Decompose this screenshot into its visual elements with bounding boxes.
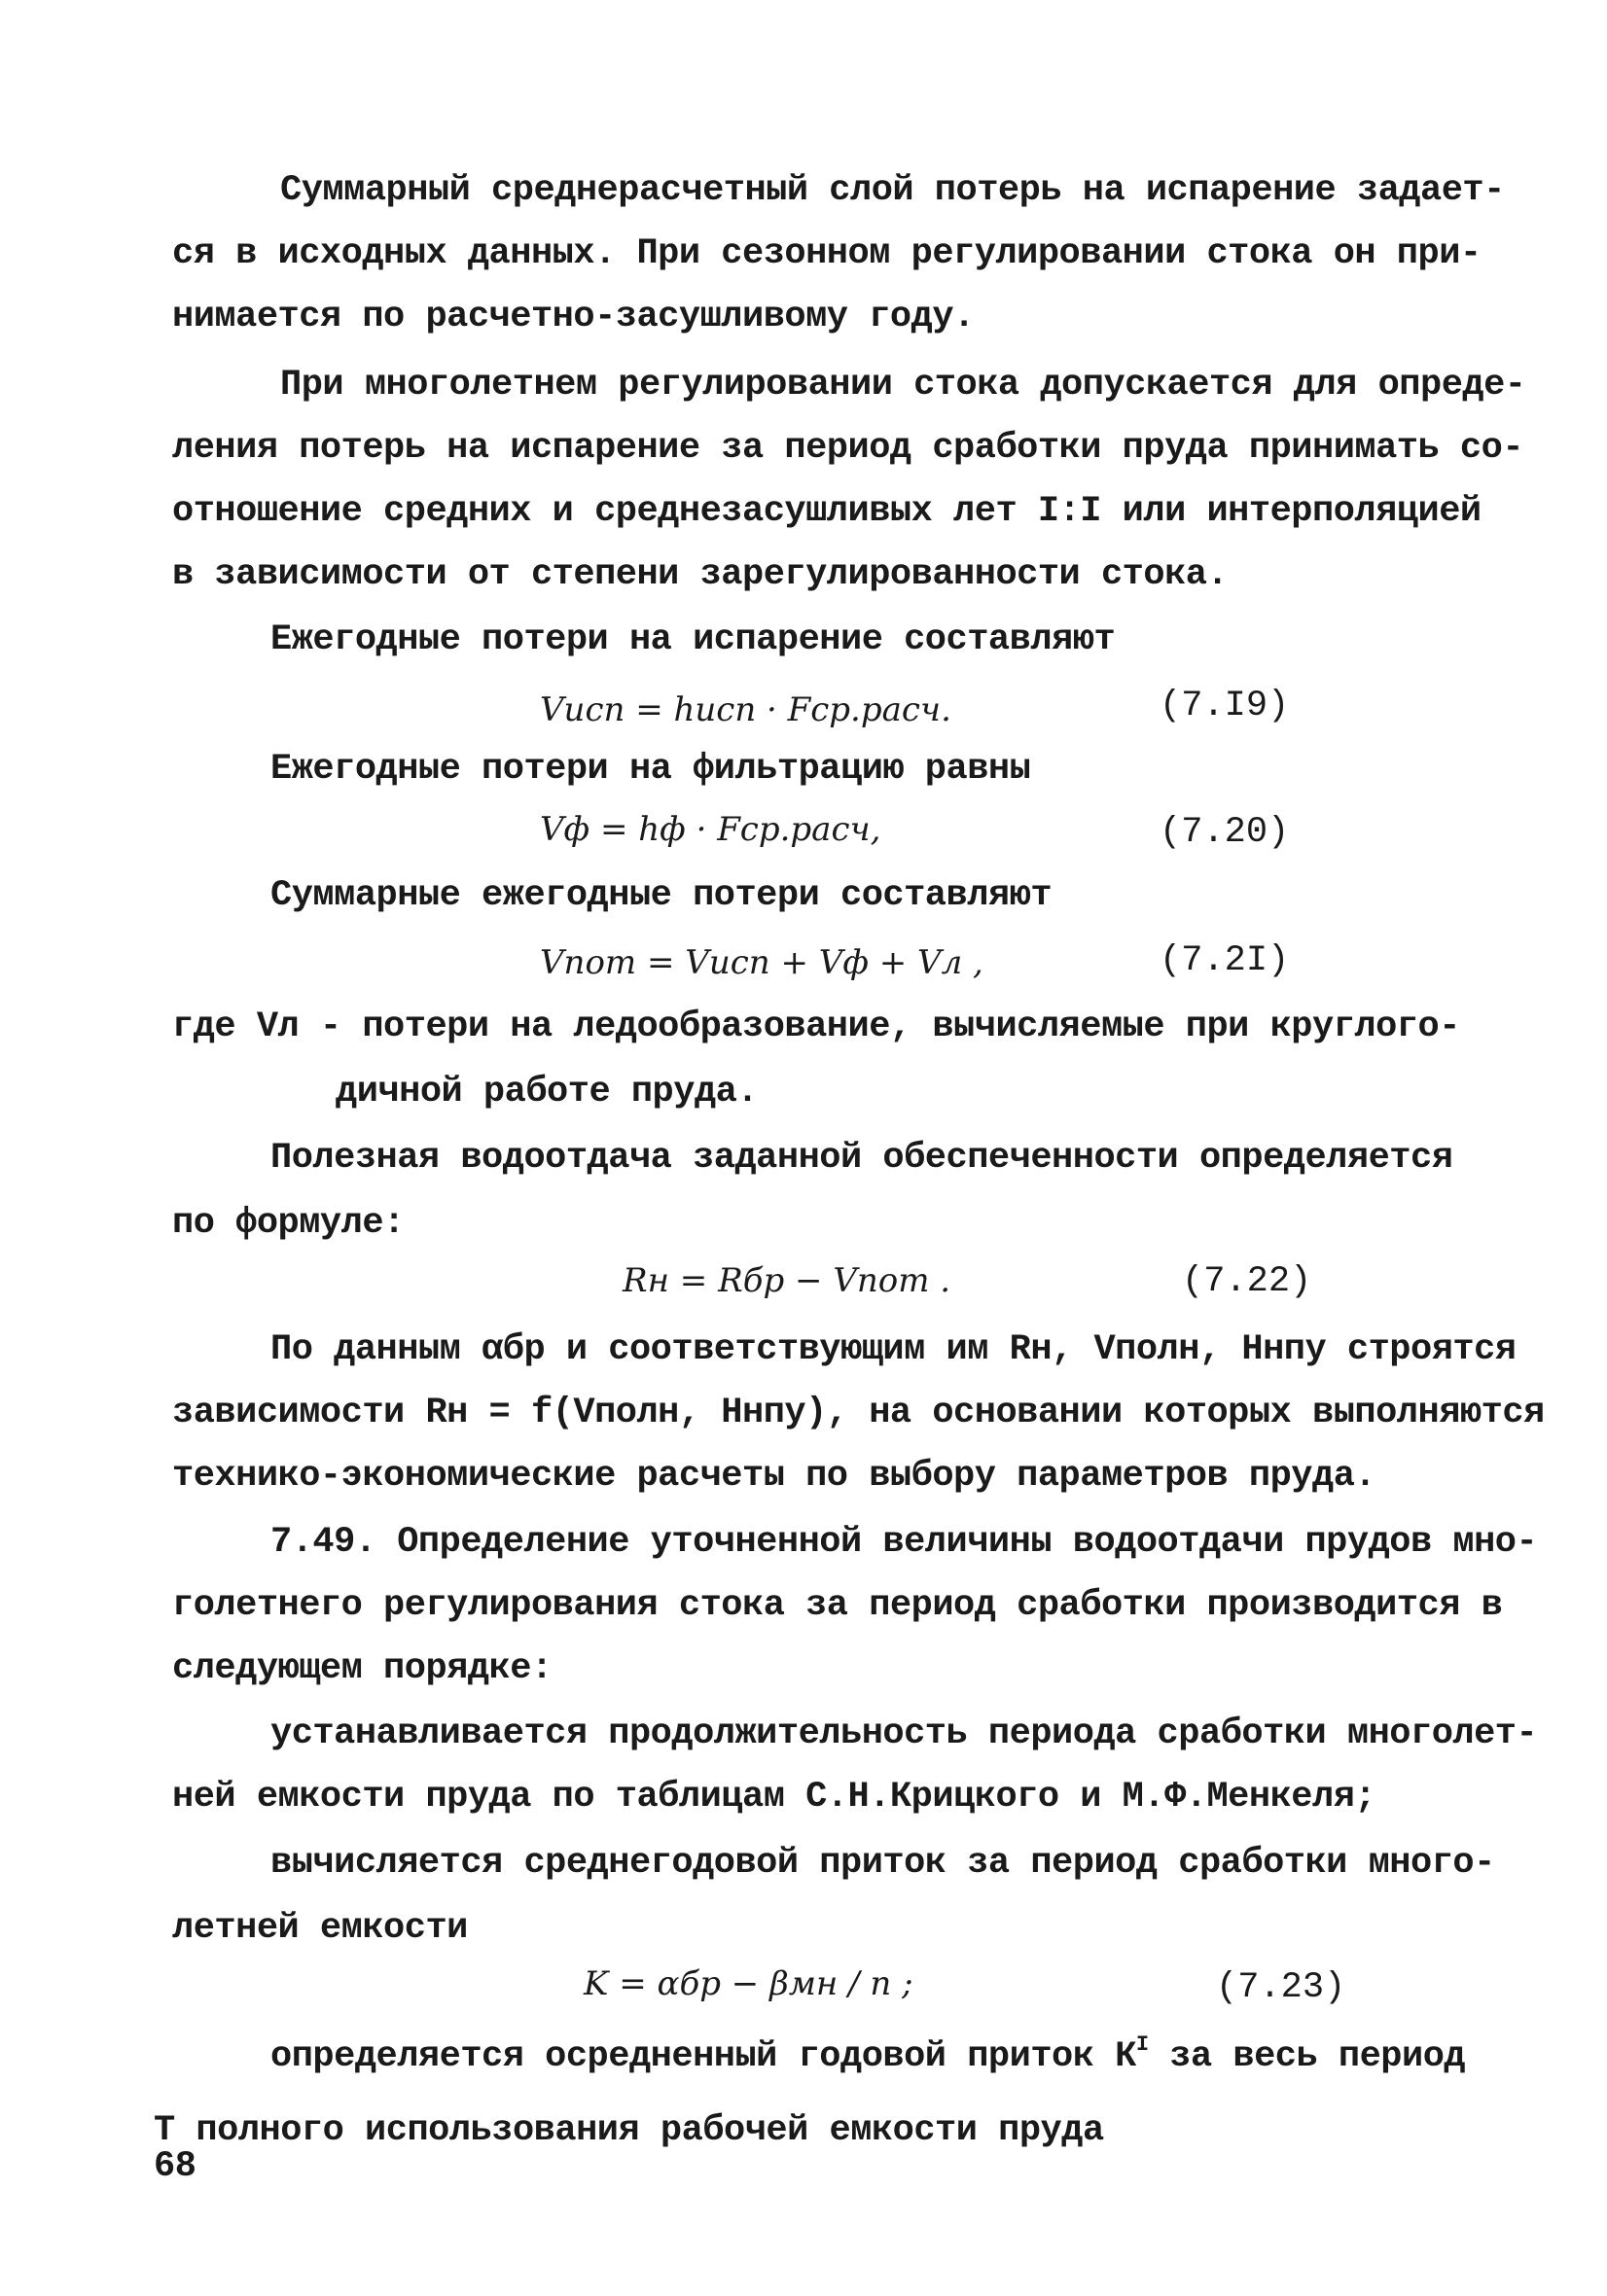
text-line: устанавливается продолжительность периода сработки многолет- — [270, 1713, 1538, 1754]
page-number: 68 — [154, 2146, 196, 2187]
text-line: ся в исходных данных. При сезонном регулировании стока он при- — [172, 233, 1482, 274]
text-line — [270, 2032, 1465, 2077]
superscript: I — [1135, 2032, 1149, 2057]
text-line: Суммарные ежегодные потери составляют — [270, 875, 1053, 916]
text-line: отношение средних и среднезасушливых лет I:I или интерполяцией — [172, 491, 1482, 532]
text-line: При многолетнем регулировании стока допускается для опреде- — [280, 365, 1526, 406]
text-line: где Vл - потери на ледообразование, вычисляемые при круглого- — [172, 1007, 1460, 1047]
text-line: По данным αбр и соответствующим им Rн, Vполн, Hнпу строятся — [270, 1329, 1517, 1370]
formula-7-22: Rн = Rбр − Vпот . — [623, 1261, 951, 1300]
text-line: Ежегодные потери на фильтрацию равны — [270, 749, 1031, 790]
equation-number: (7.I9) — [1160, 686, 1290, 726]
text-segment: за весь период — [1148, 2036, 1466, 2077]
formula-7-21: Vпот = Vисп + Vф + Vл , — [540, 943, 983, 982]
text-line: Т полного использования рабочей емкости пруда — [154, 2110, 1104, 2151]
section-7-49-heading: 7.49. Определение уточненной величины водоотдачи прудов мно- — [270, 1522, 1538, 1563]
text-line: ления потерь на испарение за период сработки пруда принимать со- — [172, 428, 1524, 469]
text-line: Ежегодные потери на испарение составляют — [270, 619, 1116, 660]
equation-number: (7.2I) — [1160, 940, 1290, 981]
text-line: ней емкости пруда по таблицам С.Н.Крицкого и М.Ф.Менкеля; — [172, 1777, 1376, 1818]
text-line: технико-экономические расчеты по выбору параметров пруда. — [172, 1456, 1376, 1497]
text-line: в зависимости от степени зарегулированности стока. — [172, 554, 1229, 595]
text-line: дичной работе пруда. — [336, 1072, 759, 1113]
equation-number: (7.22) — [1182, 1261, 1312, 1302]
text-line: зависимости Rн = f(Vполн, Hнпу), на основании которых выполняются — [172, 1393, 1545, 1433]
text-line: голетнего регулирования стока за период сработки производится в — [172, 1585, 1503, 1626]
text-line: летней емкости — [172, 1908, 468, 1949]
equation-number: (7.23) — [1216, 1967, 1346, 2008]
formula-7-19: Vисп = hисп · Fср.расч. — [540, 690, 951, 729]
text-line: Полезная водоотдача заданной обеспеченности определяется — [270, 1138, 1453, 1179]
formula-7-23: K = αбр − βмн / n ; — [584, 1964, 913, 2003]
formula-7-20: Vф = hф · Fср.расч, — [540, 810, 881, 849]
equation-number: (7.20) — [1160, 812, 1290, 853]
text-segment: определяется осредненный годовой приток К — [270, 2036, 1136, 2077]
text-line: Суммарный среднерасчетный слой потерь на испарение задает- — [280, 170, 1505, 211]
text-line: вычисляется среднегодовой приток за период сработки много- — [270, 1843, 1495, 1884]
text-line: по формуле: — [172, 1203, 405, 1244]
text-line: следующем порядке: — [172, 1648, 553, 1689]
text-line: нимается по расчетно-засушливому году. — [172, 297, 975, 337]
